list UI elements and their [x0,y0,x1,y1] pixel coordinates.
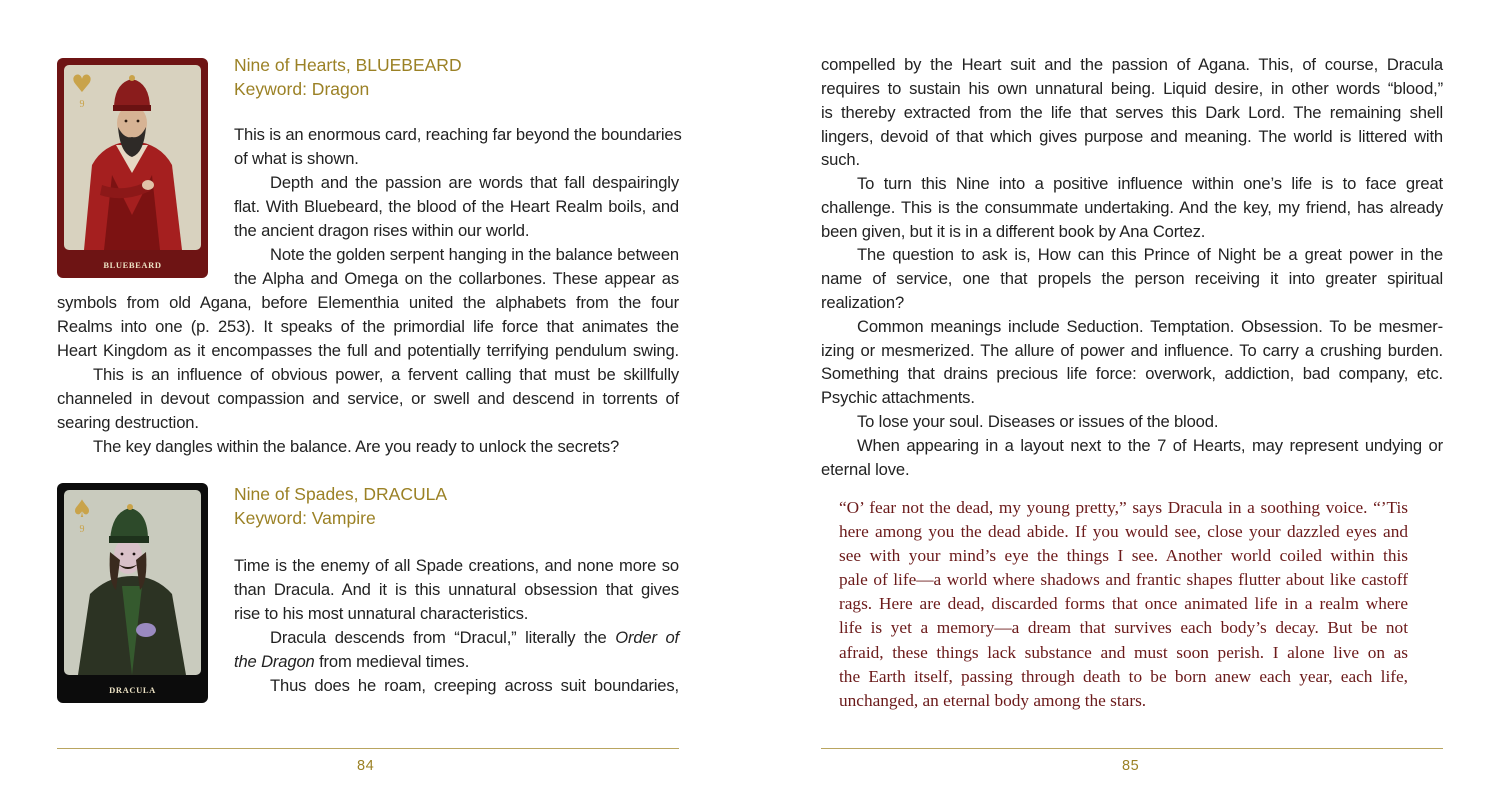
text-line-mixed [234,626,679,650]
quote-line: rags. Here are dead, discarded forms that once animated life in a realm where [839,594,1408,614]
text-line: Depth and the passion are words that fall despairingly [270,173,679,192]
text-line-mixed [234,650,679,674]
dracula-card-image [57,483,208,703]
quote-line: pale of life—a world where shadows and frantic shapes flutter about like castoff [839,570,1408,590]
footer-rule [57,748,679,749]
text-line: This is an enormous card, reaching far beyond the boundaries [234,125,682,144]
text-line: the Alpha and Omega on the collarbones. These appear as [234,269,679,288]
card2-heading-keyword: Keyword: Vampire [234,508,376,528]
quote-line: see with your mind’s eye the things I see. Another world coiled within this [839,546,1408,566]
card-label: DRACULA [109,685,156,695]
bluebeard-card-image [57,58,208,278]
text-line: Thus does he roam, creeping across suit boundaries, [270,676,679,695]
quote-line: afraid, these things lack substance and must soon perish. I alone live on as [839,642,1408,662]
text-line: searing destruction. [57,413,199,432]
text-line: Psychic attachments. [821,388,975,407]
text-line: rise to his most unnatural characteristics. [234,604,529,623]
text-line: compelled by the Heart suit and the passion of Agana. This, of course, Dracula [821,55,1443,74]
card-number: 9 [79,99,85,110]
text-line: The question to ask is, How can this Prince of Night be a great power in the [857,245,1443,264]
text-line: Note the golden serpent hanging in the balance between [270,245,679,264]
text-line: challenge. This is the consummate undertaking. And the key, my friend, has already [821,198,1443,217]
card-number: 9 [79,524,85,535]
book-title-italic: the Dragon [234,652,315,671]
page-number: 85 [1122,758,1140,774]
text-line: realization? [821,293,905,312]
book-title-italic: Order of [615,628,680,647]
text-line: When appearing in a layout next to the 7 of Hearts, may represent undying or [857,436,1443,455]
text-line: name of service, one that propels the person receiving it into greater spiritual [821,269,1443,288]
text-line: Time is the enemy of all Spade creations, and none more so [234,556,679,575]
quote-line: unchanged, an eternal body among the stars. [839,690,1147,710]
spade-suit-badge [71,497,93,536]
card2-heading-title: Nine of Spades, DRACULA [234,484,448,504]
text-line: the ancient dragon rises within our world. [234,221,530,240]
text-line: Heart Kingdom as it encompasses the full and potentially terrifying pendulum swing. [57,341,679,360]
text-span: Dracula descends from “Dracul,” literally the [270,628,607,647]
text-line: To lose your soul. Diseases or issues of the blood. [857,412,1219,431]
text-line: The key dangles within the balance. Are you ready to unlock the secrets? [93,437,620,456]
text-line: Realms into one (p. 253). It speaks of the primordial life force that animates the [57,317,679,336]
quote-line: “O’ fear not the dead, my young pretty,” says Dracula in a soothing voice. “’Tis [839,498,1408,517]
text-line: lingers, devoid of that which gives purpose and meaning. The world is littered with [821,127,1443,146]
card1-heading-keyword: Keyword: Dragon [234,79,370,99]
text-line: such. [821,150,860,169]
footer-rule [821,748,1443,749]
text-line: This is an influence of obvious power, a fervent calling that must be skillfully [93,365,679,384]
quote-line: here among you the dead abide. If you would see, close your dazzled eyes and [839,522,1408,542]
text-line: Something that drains precious life force: overwork, addiction, bad company, etc. [821,364,1443,383]
heart-suit-badge [71,72,93,111]
spade-icon: ♠ [71,495,93,523]
text-line: flat. With Bluebeard, the blood of the Heart Realm boils, and [234,197,679,216]
text-line: than Dracula. And it is this unnatural obsession that gives [234,580,679,599]
text-line: symbols from old Agana, before Elementhia united the alphabets from the four [57,293,679,312]
text-line: of what is shown. [234,149,359,168]
text-line: requires to sustain his own unnatural being. Liquid desire, in other words “blood,” [821,79,1443,98]
text-line: been given, but it is in a different book by Ana Cortez. [821,222,1206,241]
dracula-quote-block [839,496,1408,713]
card-label: BLUEBEARD [103,260,162,270]
quote-line: life is yet a memory—a dream that survives each body’s decay. But be not [839,618,1408,638]
card1-heading-title: Nine of Hearts, BLUEBEARD [234,55,462,75]
heart-icon: ♥ [71,70,93,98]
text-line: channeled in devout compassion and service, or swell and descend in torrents of [57,389,679,408]
text-line: To turn this Nine into a positive influence within one’s life is to face great [857,174,1443,193]
page-number: 84 [357,758,375,774]
text-line: izing or mesmerized. The allure of power and influence. To carry a crushing burden. [821,341,1443,360]
quote-line: the Earth itself, passing through death to be born anew each year, each life, [839,666,1408,686]
text-span: from medieval times. [319,652,470,671]
text-line: is thereby extracted from the life that serves this Dark Lord. The remaining shell [821,103,1443,122]
text-line: eternal love. [821,460,910,479]
text-line: Common meanings include Seduction. Temptation. Obsession. To be mesmer- [857,317,1443,336]
